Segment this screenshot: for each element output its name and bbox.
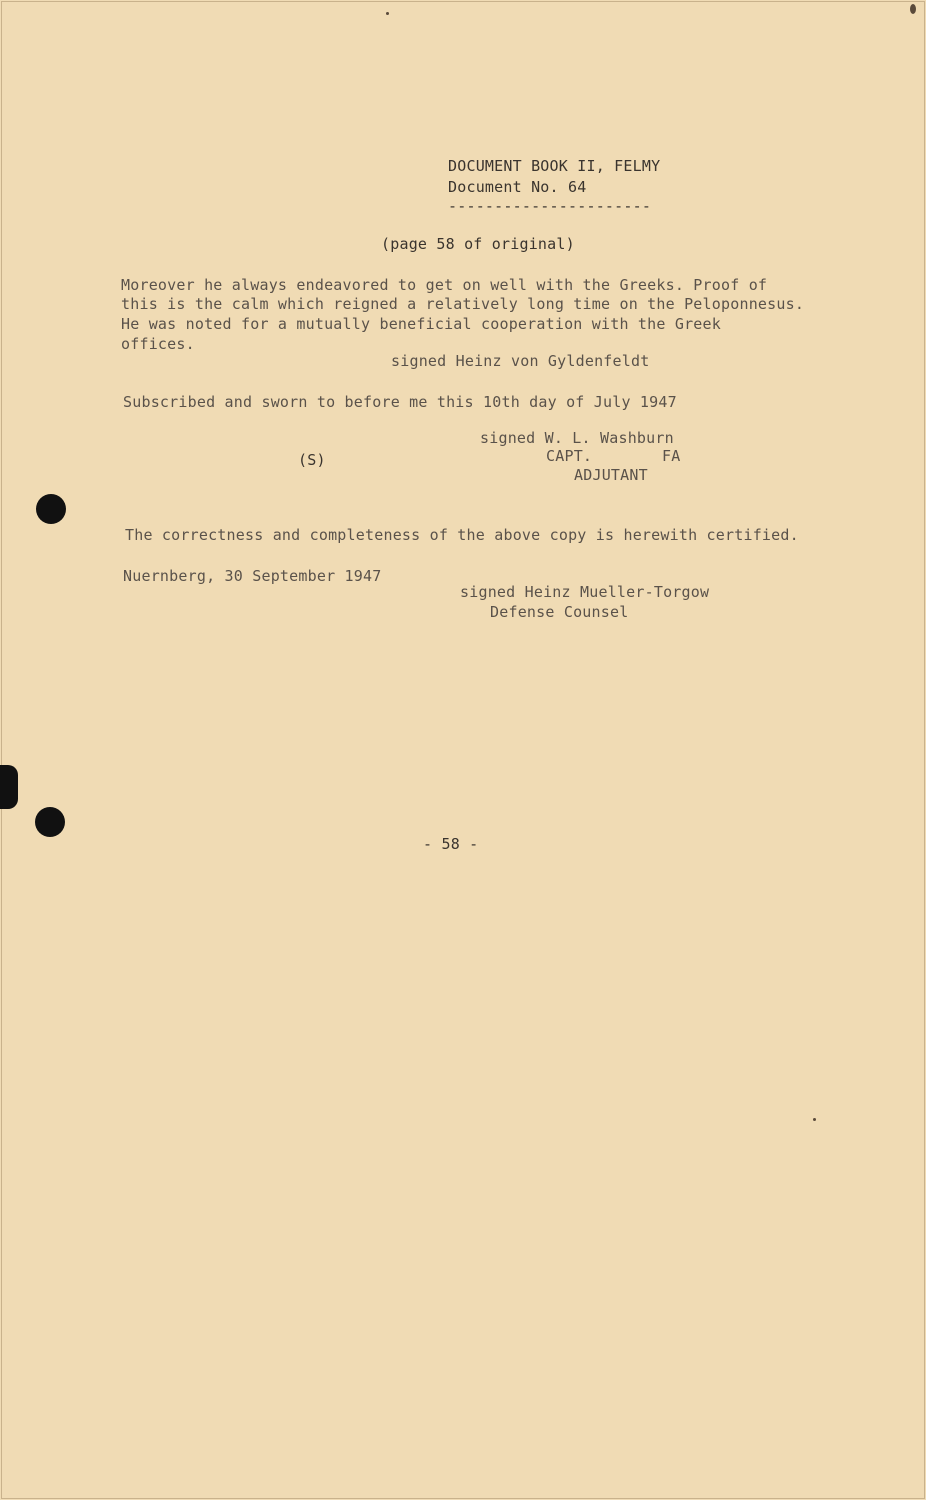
header-rule: ---------------------- [448,197,652,215]
officer-title: ADJUTANT [574,466,648,484]
page-number: - 58 - [423,835,479,853]
counsel-title: Defense Counsel [490,603,629,621]
punch-hole-top [36,494,66,524]
sworn-statement: Subscribed and sworn to before me this 10th day of July 1947 [123,393,677,411]
body-line-4: offices. [121,335,195,353]
body-line-3: He was noted for a mutually beneficial cooperation with the Greek [121,315,721,333]
page-of-original: (page 58 of original) [381,235,575,253]
body-line-1: Moreover he always endeavored to get on well with the Greeks. Proof of [121,276,768,294]
officer-signed: signed W. L. Washburn [480,429,674,447]
place-date: Nuernberg, 30 September 1947 [123,567,382,585]
paper-speck [813,1118,816,1121]
counsel-signed: signed Heinz Mueller-Torgow [460,583,710,601]
officer-branch: FA [662,447,681,465]
paper-speck [386,12,389,15]
officer-rank: CAPT. [546,447,593,465]
document-book-title: DOCUMENT BOOK II, FELMY [448,157,661,175]
punch-hole-bottom [35,807,65,837]
paper-speck [910,4,916,14]
body-line-2: this is the calm which reigned a relatively long time on the Peloponnesus. [121,295,805,313]
document-number: Document No. 64 [448,178,587,196]
binder-notch [0,765,18,809]
seal-mark: (S) [298,451,326,469]
page-border [1,1,925,1499]
signature-gyldenfeldt: signed Heinz von Gyldenfeldt [391,352,650,370]
certification-statement: The correctness and completeness of the above copy is herewith certified. [125,526,799,544]
